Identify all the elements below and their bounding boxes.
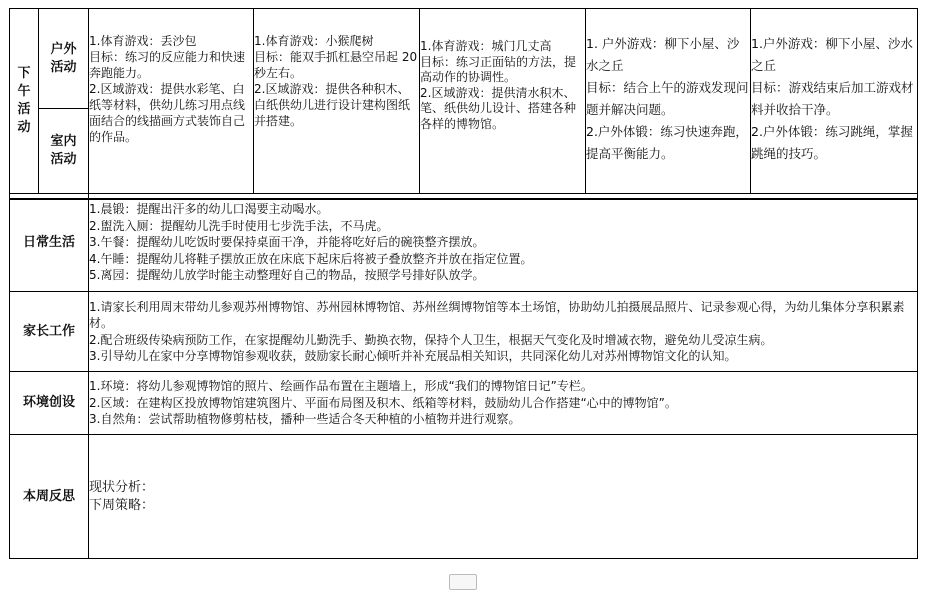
afternoon-day-5 [751,9,918,194]
day3-line-1: 1.体育游戏：城门几丈高 [420,39,552,53]
reflection-row [10,435,918,559]
afternoon-outdoor-row [10,9,918,109]
environment-label: 环境创设 [10,372,89,435]
environment-item-1: 1.环境：将幼儿参观博物馆的照片、绘画作品布置在主题墙上，形成“我们的博物馆日记”专栏。 [89,379,593,394]
day4-line-1: 1. 户外游戏：柳下小屋、沙水之丘 [586,36,740,73]
afternoon-day-1 [89,9,254,194]
day4-line-3: 2.户外体锻：练习快速奔跑，提高平衡能力。 [586,124,748,161]
day1-line-1: 1.体育游戏：丢沙包 [89,34,197,48]
day5-line-1: 1.户外游戏：柳下小屋、沙水之丘 [751,36,913,73]
day1-line-2: 目标：练习的反应能力和快速奔跑能力。 [89,50,246,80]
daily-life-item-3: 3.午餐：提醒幼儿吃饭时要保持桌面干净，并能将吃好后的碗筷整齐摆放。 [89,235,485,250]
indoor-label-cell [39,109,89,194]
environment-item-3: 3.自然角：尝试帮助植物修剪枯枝，播种一些适合冬天种植的小植物并进行观察。 [89,412,521,427]
parent-work-row [10,292,918,372]
day2-line-3: 2.区域游戏：提供各种积木、白纸供幼儿进行设计建构图纸并搭建。 [254,82,411,128]
day1-line-3: 2.区域游戏：提供水彩笔、白纸等材料，供幼儿练习用点线面结合的线描画方式装饰自己的作品。 [89,82,246,144]
outdoor-label: 户外活动 [50,41,77,75]
parent-work-item-3: 3.引导幼儿在家中分享博物馆参观收获，鼓励家长耐心倾听并补充展品相关知识，共同深化幼儿对苏州博物馆文化的认知。 [89,349,737,363]
daily-life-item-2: 2.盥洗入厕：提醒幼儿洗手时使用七步洗手法，不马虎。 [89,218,389,233]
day3-line-2: 目标：练习正面钻的方法，提高动作的协调性。 [420,54,577,84]
daily-life-label: 日常生活 [10,194,89,292]
reflection-content[interactable] [89,435,918,559]
page-break-marker [449,574,477,590]
afternoon-day-2 [254,9,420,194]
afternoon-day-3 [420,9,586,194]
day5-line-3: 2.户外体锻：练习跳绳，掌握跳绳的技巧。 [751,124,913,161]
afternoon-label: 下午活动 [17,66,31,135]
indoor-label: 室内活动 [50,134,77,167]
day2-line-1: 1.体育游戏：小猴爬树 [254,34,374,48]
parent-work-item-2: 2.配合班级传染病预防工作，在家提醒幼儿勤洗手、勤换衣物，保持个人卫生，根据天气变化及时增减衣物，避免幼儿受凉生病。 [89,332,773,347]
daily-life-row [10,194,918,292]
afternoon-label-cell [10,9,39,194]
day5-line-2: 目标：游戏结束后加工游戏材料并收拾干净。 [751,80,914,117]
parent-work-label: 家长工作 [10,292,89,372]
section-divider [9,198,917,200]
daily-life-item-1: 1.晨锻：提醒出汗多的幼儿口渴要主动喝水。 [89,202,329,217]
daily-life-content [89,194,918,292]
reflection-label: 本周反思 [10,435,89,559]
afternoon-day-4 [586,9,751,194]
daily-life-item-4: 4.午睡：提醒幼儿将鞋子摆放正放在床底下起床后将被子叠放整齐并放在指定位置。 [89,251,533,266]
reflection-status: 现状分析： [89,479,155,495]
day4-line-2: 目标：结合上午的游戏发现问题并解决问题。 [586,80,749,117]
reflection-strategy: 下周策略： [89,497,155,513]
outdoor-label-cell [39,9,89,109]
environment-row [10,372,918,435]
day3-line-3: 2.区域游戏：提供清水积木、笔、纸供幼儿设计、搭建各种各样的博物馆。 [420,85,577,131]
parent-work-content [89,292,918,372]
day2-line-2: 目标：能双手抓杠悬空吊起 20 秒左右。 [254,50,418,80]
parent-work-item-1: 1.请家长利用周末带幼儿参观苏州博物馆、苏州园林博物馆、苏州丝绸博物馆等本土场馆，协助幼儿拍摄展品照片、记录参观心得，为幼儿集体分享积累素材。 [89,299,905,330]
environment-content [89,372,918,435]
daily-life-item-5: 5.离园：提醒幼儿放学时能主动整理好自己的物品，按照学号排好队放学。 [89,268,485,283]
environment-item-2: 2.区域：在建构区投放博物馆建筑图片、平面布局图及积木、纸箱等材料，鼓励幼儿合作搭建“心中的博物馆”。 [89,395,677,410]
weekly-plan-table [9,8,918,559]
